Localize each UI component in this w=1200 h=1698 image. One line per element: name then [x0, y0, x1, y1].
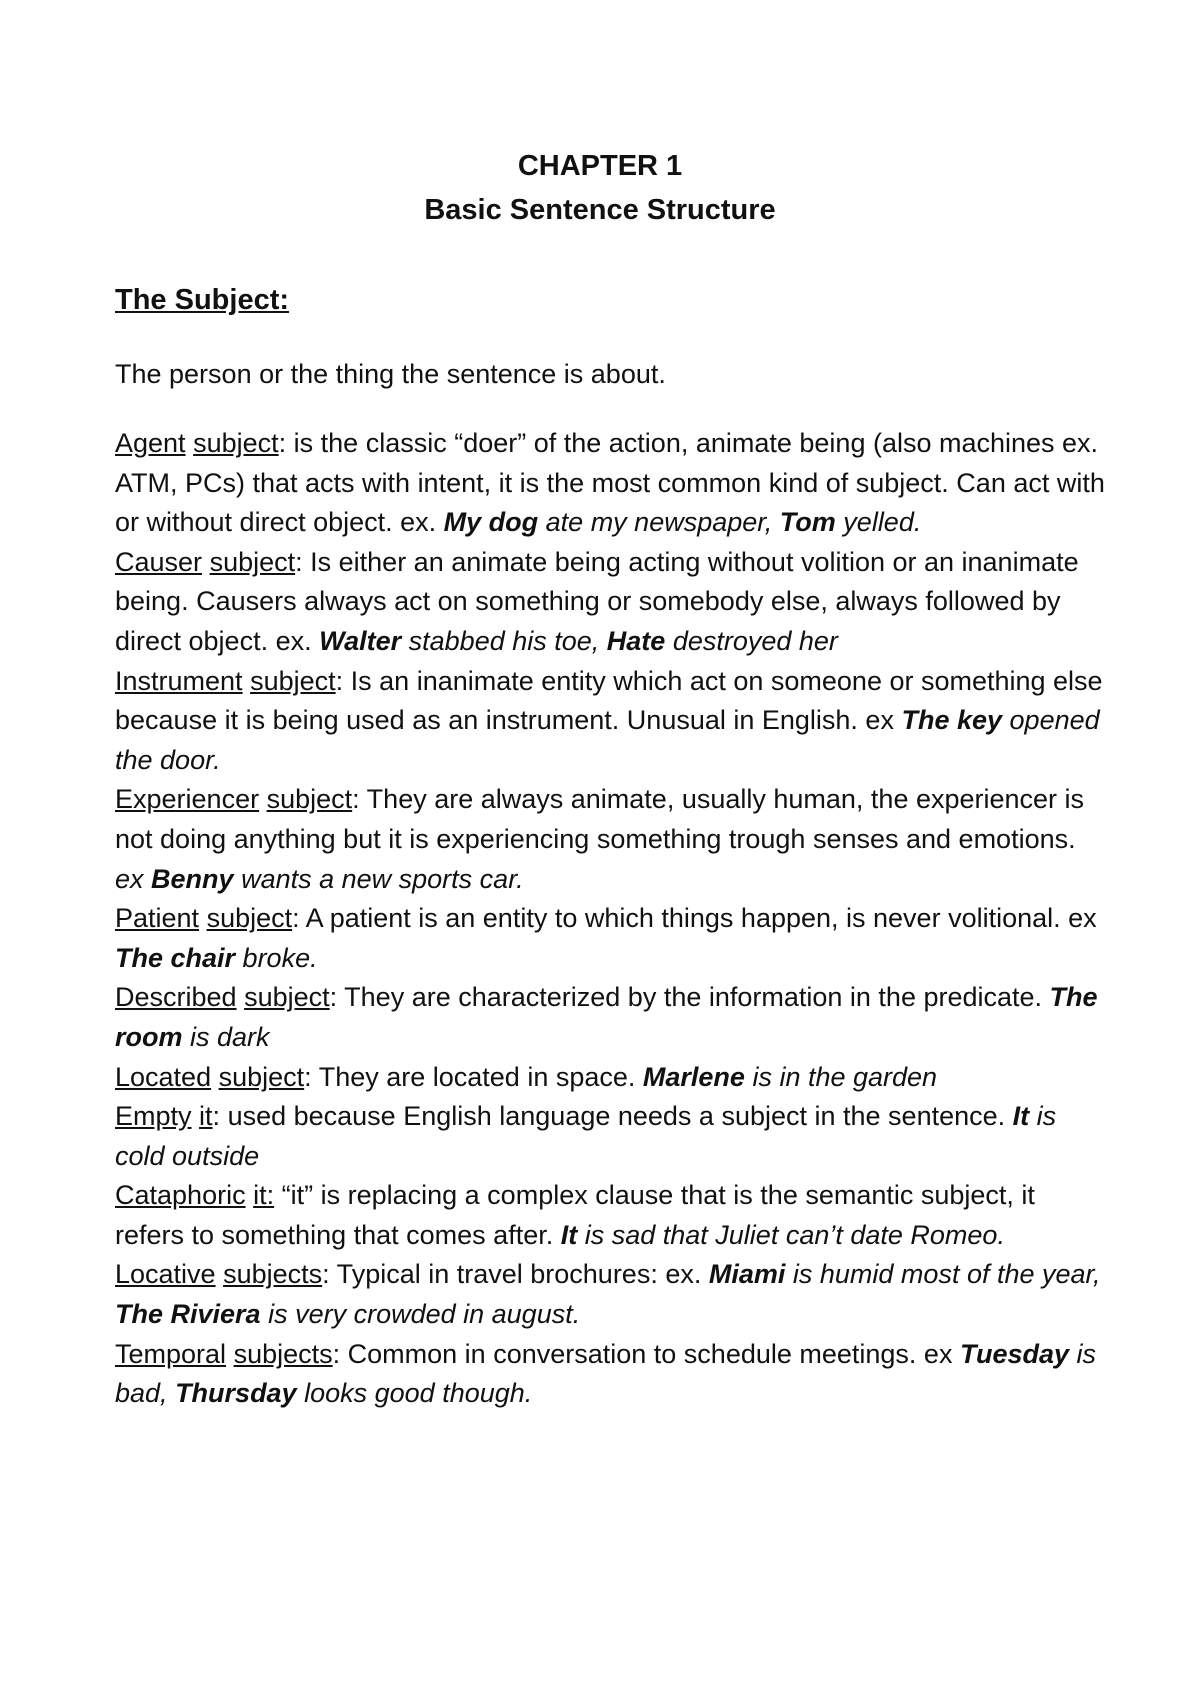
example-rest: is in the garden	[744, 1061, 938, 1092]
definition-text: They are located in space.	[311, 1061, 643, 1092]
example-subject: The key	[901, 705, 1003, 736]
chapter-number: CHAPTER 1	[517, 150, 683, 182]
definition-colon: :	[278, 428, 287, 458]
definition-term: Causer	[115, 546, 203, 577]
definition-term-subject: subject	[218, 1061, 305, 1092]
example-rest: yelled.	[835, 507, 922, 538]
example-subject: Thursday	[175, 1378, 297, 1409]
section-intro: The person or the thing the sentence is about.	[115, 359, 666, 389]
definition-text: Is an inanimate entity which act on someone or something else because it is being used as an instrument. Unusual in English. ex	[115, 665, 1103, 736]
example-subject: Miami	[708, 1259, 786, 1290]
example-rest: broke.	[235, 942, 318, 973]
definition-term-subject: subject	[244, 982, 330, 1013]
definition-item	[115, 1058, 1105, 1098]
definition-term: Instrument	[115, 665, 243, 696]
definition-term: Empty	[115, 1101, 192, 1132]
example-rest: is cold outside	[115, 1101, 1057, 1171]
chapter-header	[0, 144, 1200, 232]
definition-term: Patient	[115, 903, 200, 934]
definition-text: Is either an animate being acting without volition or an inanimate being. Causers always act on something or somebody else, always followed by direct object. ex.	[115, 546, 1079, 656]
definition-item	[115, 1335, 1105, 1414]
example-subject: My dog	[443, 507, 539, 538]
definition-term: Agent	[115, 428, 186, 458]
definition-term-subject: subject	[209, 546, 296, 577]
definition-text: They are characterized by the information in the predicate.	[337, 982, 1050, 1013]
definition-text: Common in conversation to schedule meetings. ex	[340, 1338, 960, 1369]
definition-item	[115, 899, 1105, 978]
definition-term-subject: subject	[193, 428, 279, 458]
definition-term-subject: subjects	[233, 1338, 333, 1369]
definition-text: used because English language needs a subject in the sentence.	[220, 1101, 1013, 1132]
definition-text: “it” is replacing a complex clause that is the semantic subject, it refers to something that comes after.	[115, 1180, 1035, 1250]
definition-item	[115, 780, 1105, 899]
definition-item	[115, 424, 1105, 543]
example-subject: It	[560, 1219, 578, 1250]
example-rest: destroyed her	[665, 625, 838, 656]
definition-colon: :	[352, 784, 360, 815]
definition-item	[115, 978, 1105, 1057]
definition-text: They are always animate, usually human, the experiencer is not doing anything but it is experiencing something trough senses and emotions.	[115, 784, 1085, 854]
example-subject: Tom	[779, 507, 836, 538]
definition-colon: :	[335, 665, 344, 696]
definition-item	[115, 1176, 1105, 1255]
definition-term-subject: subjects	[223, 1259, 323, 1290]
definition-text: A patient is an entity to which things happen, is never volitional. ex	[299, 903, 1097, 934]
definition-term: Locative	[115, 1259, 216, 1290]
definition-colon: :	[332, 1338, 341, 1369]
example-prefix: ex	[115, 863, 152, 894]
example-subject: Benny	[151, 863, 234, 894]
example-rest: is very crowded in august.	[260, 1299, 581, 1330]
definition-text: Typical in travel brochures: ex.	[329, 1259, 709, 1290]
definition-term: Cataphoric	[115, 1180, 246, 1211]
chapter-title: Basic Sentence Structure	[424, 194, 776, 226]
definition-term-subject: subject	[250, 665, 336, 696]
definition-colon: :	[329, 982, 338, 1013]
definition-colon: :	[292, 903, 300, 934]
example-subject: Tuesday	[959, 1338, 1070, 1369]
definition-item	[115, 1097, 1105, 1176]
example-subject: Hate	[606, 625, 666, 656]
definition-colon: :	[212, 1101, 221, 1132]
example-rest: is sad that Juliet can’t date Romeo.	[577, 1219, 1005, 1250]
definition-term: Temporal	[115, 1338, 227, 1369]
definition-item	[115, 1255, 1105, 1334]
example-rest: is bad,	[115, 1338, 1097, 1409]
example-rest: wants a new sports car.	[233, 863, 524, 894]
definition-item	[115, 662, 1105, 781]
example-subject: The chair	[115, 942, 236, 973]
example-subject: It	[1012, 1101, 1030, 1132]
definition-item	[115, 543, 1105, 662]
definition-term-subject: it	[199, 1101, 213, 1132]
example-rest: is humid most of the year,	[785, 1259, 1101, 1290]
definition-list	[115, 424, 1105, 1414]
example-subject: Walter	[319, 625, 402, 656]
example-subject: Marlene	[642, 1061, 745, 1092]
definition-colon: :	[304, 1061, 312, 1092]
example-rest: ate my newspaper,	[538, 507, 780, 538]
example-rest: looks good though.	[296, 1378, 533, 1409]
section-heading: The Subject:	[115, 284, 290, 316]
definition-term-subject: it:	[253, 1180, 275, 1211]
example-subject: The Riviera	[115, 1299, 261, 1330]
example-rest: stabbed his toe,	[401, 625, 607, 656]
definition-colon: :	[295, 546, 303, 577]
definition-term: Described	[115, 982, 237, 1013]
example-subject: The room	[115, 982, 1098, 1052]
definition-colon: :	[322, 1259, 330, 1290]
definition-term-subject: subject	[266, 784, 353, 815]
example-rest: is dark	[182, 1021, 270, 1052]
definition-term: Experiencer	[115, 784, 260, 815]
definition-term-subject: subject	[206, 903, 293, 934]
definition-text: is the classic “doer” of the action, animate being (also machines ex. ATM, PCs) that acts with intent, it is the most common kind of subject. Can act with or without direct object. ex.	[115, 428, 1105, 538]
example-rest: opened the door.	[115, 705, 1100, 775]
definition-term: Located	[115, 1061, 212, 1092]
